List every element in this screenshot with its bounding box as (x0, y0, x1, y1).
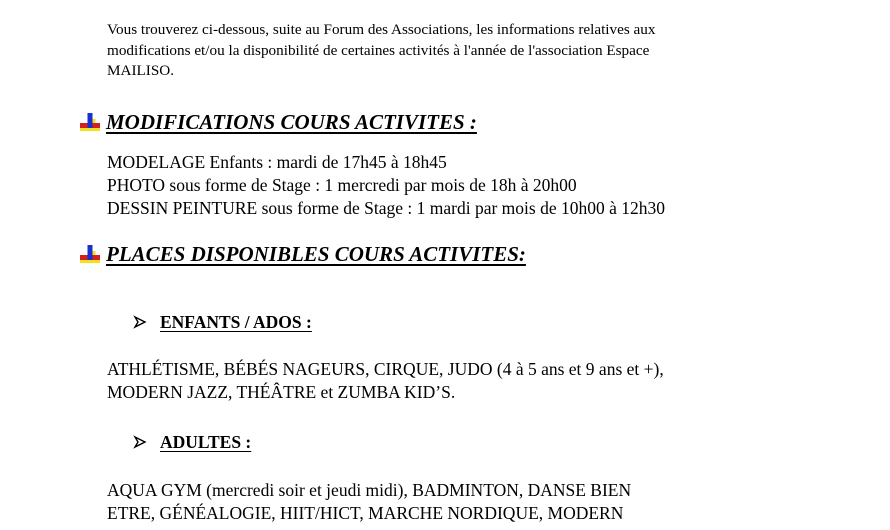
arrow-icon (133, 435, 147, 449)
modifications-heading-text: MODIFICATIONS COURS ACTIVITES : (106, 109, 477, 134)
intro-line: modifications et/ou la disponibilité de certaines activités à l'année de l'association Espace (107, 41, 650, 59)
bullet-icon (78, 110, 102, 134)
adultes-line: ETRE, GÉNÉALOGIE, HIIT/HICT, MARCHE NORDIQUE, MODERN (107, 503, 624, 523)
modification-line: DESSIN PEINTURE sous forme de Stage : 1 mardi par mois de 10h00 à 12h30 (107, 198, 665, 218)
adultes-activities (107, 479, 631, 525)
modification-line: MODELAGE Enfants : mardi de 17h45 à 18h45 (107, 152, 447, 172)
adultes-heading-text: ADULTES : (160, 431, 252, 452)
bullet-icon (78, 242, 102, 266)
adultes-heading (133, 430, 251, 454)
enfants-line: ATHLÉTISME, BÉBÉS NAGEURS, CIRQUE, JUDO (4 à 5 ans et 9 ans et +), (107, 359, 664, 379)
enfants-line: MODERN JAZZ, THÉÂTRE et ZUMBA KID’S. (107, 382, 456, 402)
intro-line: MAILISO. (107, 62, 175, 79)
enfants-heading-text: ENFANTS / ADOS : (160, 311, 312, 332)
adultes-line: AQUA GYM (mercredi soir et jeudi midi), BADMINTON, DANSE BIEN (107, 480, 632, 500)
modification-line: PHOTO sous forme de Stage : 1 mercredi par mois de 18h à 20h00 (107, 175, 577, 195)
intro-line: Vous trouverez ci-dessous, suite au Forum des Associations, les informations relatives aux (107, 21, 656, 38)
enfants-heading (133, 310, 312, 334)
enfants-activities (107, 358, 664, 404)
modifications-heading (78, 108, 477, 136)
places-heading (78, 240, 526, 268)
intro-paragraph (107, 20, 797, 82)
modifications-list (107, 151, 665, 220)
places-heading-text: PLACES DISPONIBLES COURS ACTIVITES: (106, 241, 526, 266)
arrow-icon (133, 315, 147, 329)
